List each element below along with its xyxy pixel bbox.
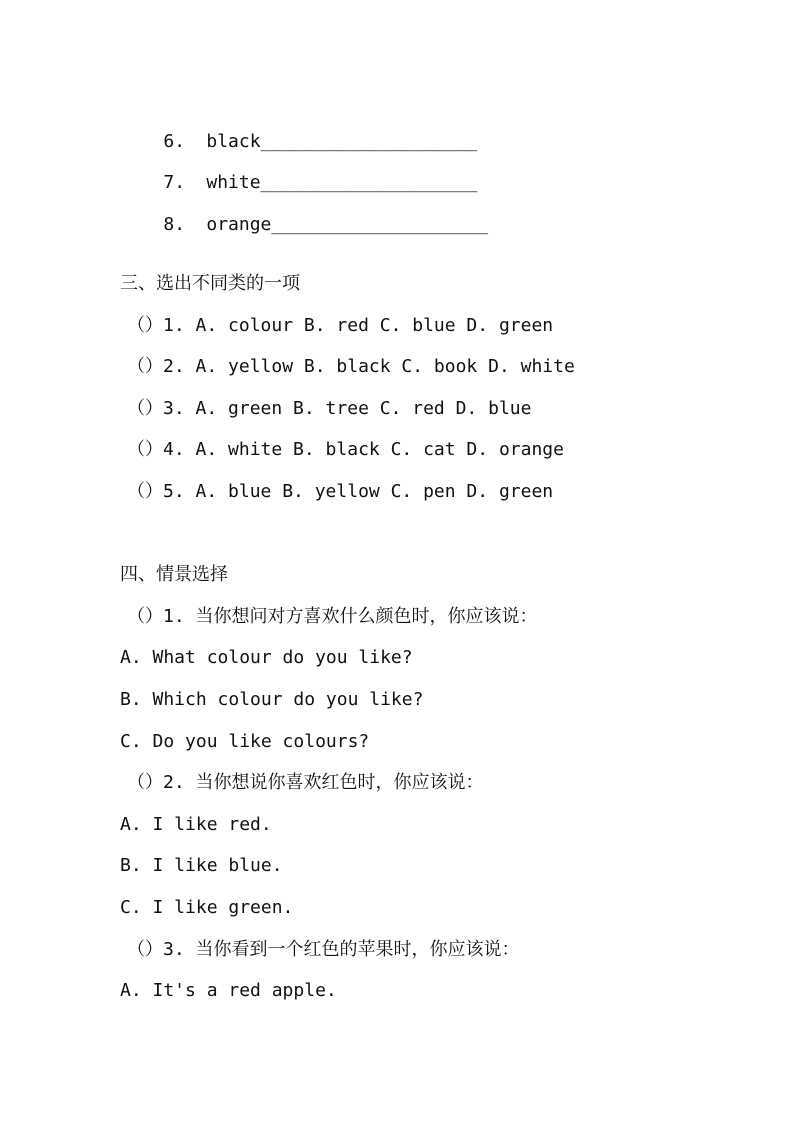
question-item: （）2. A. yellow B. black C. book D. white xyxy=(127,356,575,377)
answer-option: A. What colour do you like? xyxy=(120,647,413,668)
question-prompt: （）2. 当你想说你喜欢红色时，你应该说： xyxy=(127,772,484,793)
item-number: 7. xyxy=(163,172,186,193)
answer-blank[interactable]: ____________________ xyxy=(260,172,478,193)
answer-blank[interactable]: ____________________ xyxy=(271,214,489,235)
answer-blank[interactable]: ____________________ xyxy=(260,131,478,152)
answer-option: B. I like blue. xyxy=(120,855,283,876)
item-word: white xyxy=(206,172,261,193)
fill-in-item xyxy=(120,147,478,193)
question-prompt: （）3. 当你看到一个红色的苹果时，你应该说： xyxy=(127,939,520,960)
answer-option: C. I like green. xyxy=(120,897,294,918)
fill-in-item xyxy=(120,106,478,152)
answer-option: A. It's a red apple. xyxy=(120,980,337,1001)
question-item: （）1. A. colour B. red C. blue D. green xyxy=(127,315,554,336)
item-word: black xyxy=(206,131,261,152)
fill-in-item xyxy=(120,189,489,235)
question-item: （）4. A. white B. black C. cat D. orange xyxy=(127,439,564,460)
answer-option: A. I like red. xyxy=(120,814,272,835)
item-word: orange xyxy=(206,214,272,235)
section-3-title: 三、选出不同类的一项 xyxy=(120,273,300,294)
item-number: 6. xyxy=(163,131,186,152)
answer-option: B. Which colour do you like? xyxy=(120,689,424,710)
item-number: 8. xyxy=(163,214,186,235)
question-item: （）3. A. green B. tree C. red D. blue xyxy=(127,398,532,419)
section-4-title: 四、情景选择 xyxy=(120,564,228,585)
answer-option: C. Do you like colours? xyxy=(120,731,370,752)
question-prompt: （）1. 当你想问对方喜欢什么颜色时，你应该说： xyxy=(127,606,538,627)
question-item: （）5. A. blue B. yellow C. pen D. green xyxy=(127,481,554,502)
